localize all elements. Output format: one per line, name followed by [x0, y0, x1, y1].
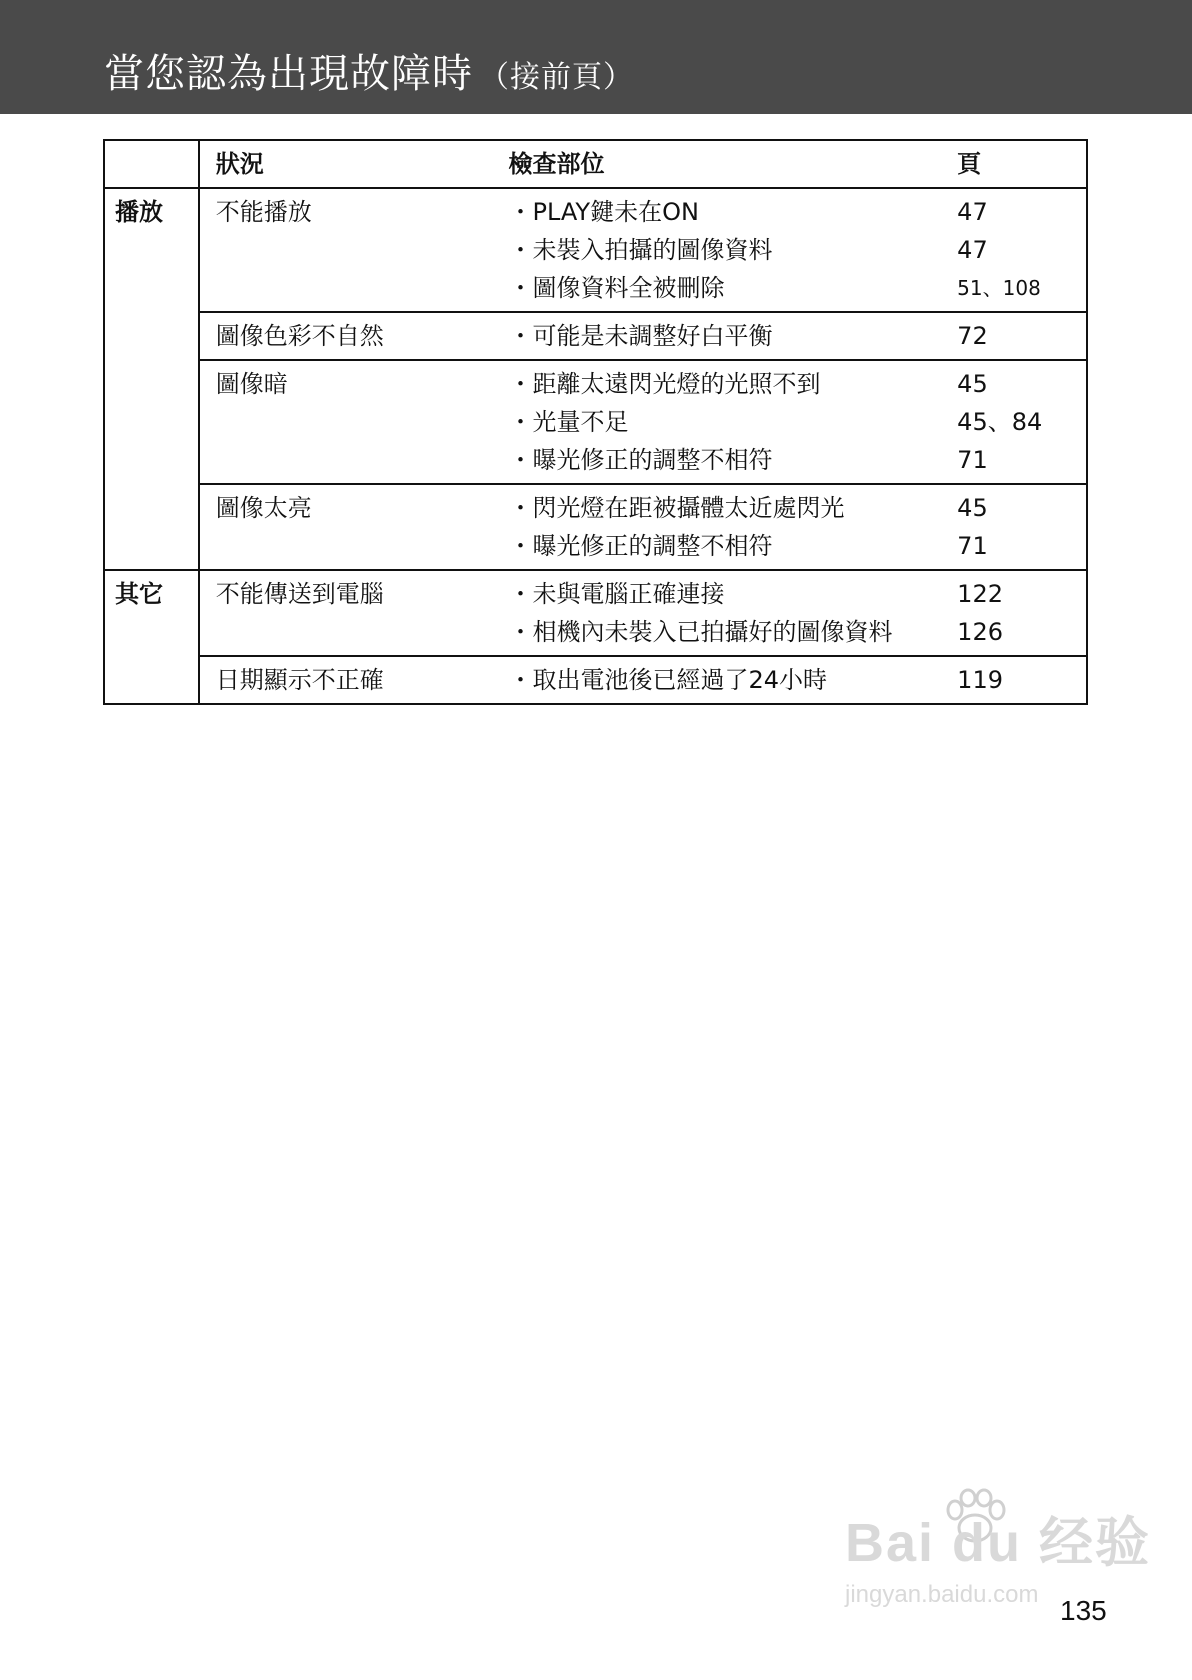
- check-cell: [502, 312, 957, 360]
- page-ref: 51、108: [957, 276, 1041, 300]
- table-row: [104, 570, 1087, 656]
- page-cell: [957, 656, 1087, 704]
- page-cell: [957, 360, 1087, 484]
- situation-cell: 不能播放: [199, 188, 503, 312]
- check-cell: [502, 188, 957, 312]
- page-ref: 47: [957, 198, 988, 226]
- page-ref: 71: [957, 532, 988, 560]
- check-item: ・PLAY鍵未在ON: [508, 198, 699, 226]
- header-category: [104, 140, 199, 188]
- page-cell: [957, 484, 1087, 570]
- check-item: ・未與電腦正確連接: [508, 580, 725, 608]
- watermark-brand: Bai du 经验: [845, 1513, 1152, 1573]
- check-item: ・圖像資料全被刪除: [508, 274, 725, 302]
- check-item: ・距離太遠閃光燈的光照不到: [508, 370, 821, 398]
- check-item: ・閃光燈在距被攝體太近處閃光: [508, 494, 845, 522]
- page-ref: 71: [957, 446, 988, 474]
- check-cell: [502, 484, 957, 570]
- situation-cell: 不能傳送到電腦: [199, 570, 503, 656]
- check-cell: [502, 656, 957, 704]
- page-ref: 45、84: [957, 408, 1043, 436]
- situation-cell: 圖像太亮: [199, 484, 503, 570]
- table-row: [104, 484, 1087, 570]
- check-item: ・取出電池後已經過了24小時: [508, 666, 828, 694]
- table-row: [104, 656, 1087, 704]
- check-cell: [502, 360, 957, 484]
- category-cell: 其它: [104, 570, 199, 704]
- check-item: ・光量不足: [508, 408, 629, 436]
- header-check: 檢查部位: [502, 140, 957, 188]
- page-ref: 72: [957, 322, 988, 350]
- page-ref: 126: [957, 618, 1003, 646]
- page-header: [0, 0, 1192, 114]
- table-header-row: [104, 140, 1087, 188]
- page-ref: 122: [957, 580, 1003, 608]
- header-page: 頁: [957, 140, 1087, 188]
- page-cell: [957, 312, 1087, 360]
- page-subtitle: （接前頁）: [479, 60, 634, 95]
- check-item: ・未裝入拍攝的圖像資料: [508, 236, 773, 264]
- table-row: [104, 360, 1087, 484]
- check-item: ・曝光修正的調整不相符: [508, 446, 773, 474]
- situation-cell: 日期顯示不正確: [199, 656, 503, 704]
- header-situation: 狀況: [199, 140, 503, 188]
- check-item: ・曝光修正的調整不相符: [508, 532, 773, 560]
- situation-cell: 圖像色彩不自然: [199, 312, 503, 360]
- check-item: ・可能是未調整好白平衡: [508, 322, 773, 350]
- category-cell: 播放: [104, 188, 199, 570]
- situation-cell: 圖像暗: [199, 360, 503, 484]
- page-ref: 45: [957, 494, 988, 522]
- troubleshooting-table: [103, 139, 1088, 705]
- page-ref: 47: [957, 236, 988, 264]
- page-ref: 45: [957, 370, 988, 398]
- table-row: [104, 188, 1087, 312]
- page-title-text: 當您認為出現故障時: [104, 51, 473, 97]
- check-cell: [502, 570, 957, 656]
- page-cell: [957, 188, 1087, 312]
- table-row: [104, 312, 1087, 360]
- watermark-url: jingyan.baidu.com: [845, 1581, 1039, 1608]
- page-number: 135: [1060, 1595, 1107, 1626]
- check-item: ・相機內未裝入已拍攝好的圖像資料: [508, 618, 893, 646]
- page-cell: [957, 570, 1087, 656]
- page-title: [104, 42, 634, 99]
- page-ref: 119: [957, 666, 1003, 694]
- watermark: [845, 1500, 1151, 1609]
